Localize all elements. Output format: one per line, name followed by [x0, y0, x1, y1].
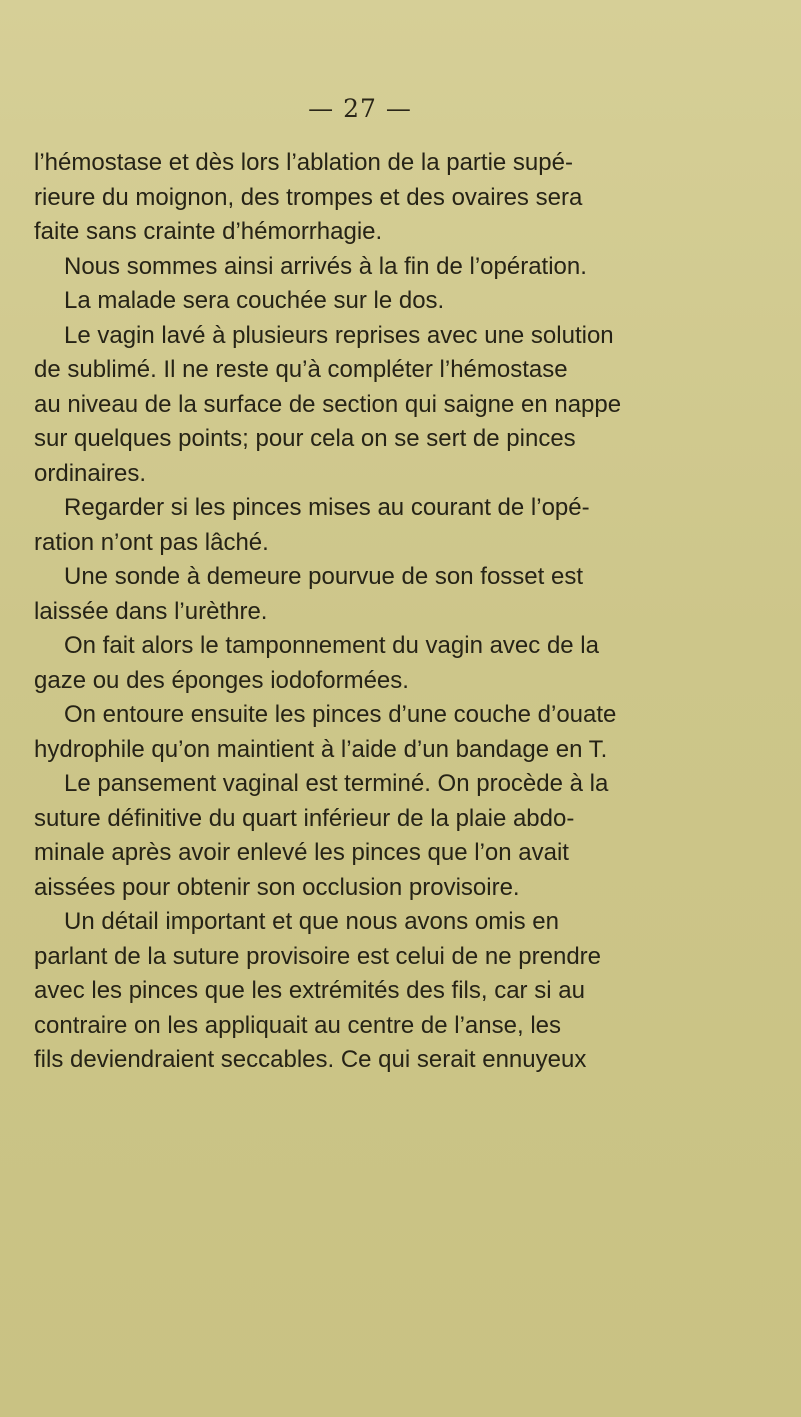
- text-line: La malade sera couchée sur le dos.: [64, 287, 445, 314]
- text-line: fils deviendraient seccables. Ce qui serait ennuyeux: [34, 1046, 587, 1073]
- text-line: laissée dans l’urèthre.: [34, 597, 268, 625]
- text-line: Le vagin lavé à plusieurs reprises avec une solution: [64, 321, 614, 349]
- text-line: de sublimé. Il ne reste qu’à compléter l’hémostase: [34, 356, 568, 383]
- text-line: avec les pinces que les extrémités des fils, car si au: [34, 977, 585, 1004]
- text-line: aissées pour obtenir son occlusion provisoire.: [34, 873, 520, 901]
- text-line: ordinaires.: [34, 459, 147, 487]
- text-line: Nous sommes ainsi arrivés à la fin de l’opération.: [64, 252, 587, 280]
- text-line: hydrophile qu’on maintient à l’aide d’un bandage en T.: [34, 735, 608, 763]
- text-line: ration n’ont pas lâché.: [34, 528, 269, 556]
- body-text: [34, 146, 794, 1078]
- text-line: gaze ou des éponges iodoformées.: [34, 666, 409, 694]
- text-line: On fait alors le tamponnement du vagin avec de la: [64, 632, 599, 659]
- text-line: Regarder si les pinces mises au courant de l’opé-: [64, 494, 590, 521]
- text-line: parlant de la suture provisoire est celui de ne prendre: [34, 942, 601, 970]
- text-line: contraire on les appliquait au centre de l’anse, les: [34, 1011, 561, 1039]
- text-line: On entoure ensuite les pinces d’une couche d’ouate: [64, 701, 617, 728]
- text-line: Une sonde à demeure pourvue de son fosset est: [64, 563, 583, 590]
- text-line: sur quelques points; pour cela on se sert de pinces: [34, 425, 576, 452]
- text-line: Un détail important et que nous avons omis en: [64, 908, 559, 935]
- page-number: — 27 —: [308, 94, 412, 123]
- text-line: au niveau de la surface de section qui saigne en nappe: [34, 390, 622, 418]
- text-line: l’hémostase et dès lors l’ablation de la partie supé-: [34, 149, 573, 176]
- text-line: faite sans crainte d’hémorrhagie.: [34, 218, 383, 245]
- text-line: suture définitive du quart inférieur de la plaie abdo-: [34, 804, 575, 832]
- text-line: Le pansement vaginal est terminé. On procède à la: [64, 770, 609, 797]
- text-line: minale après avoir enlevé les pinces que l’on avait: [34, 839, 569, 866]
- text-line: rieure du moignon, des trompes et des ovaires sera: [34, 183, 583, 211]
